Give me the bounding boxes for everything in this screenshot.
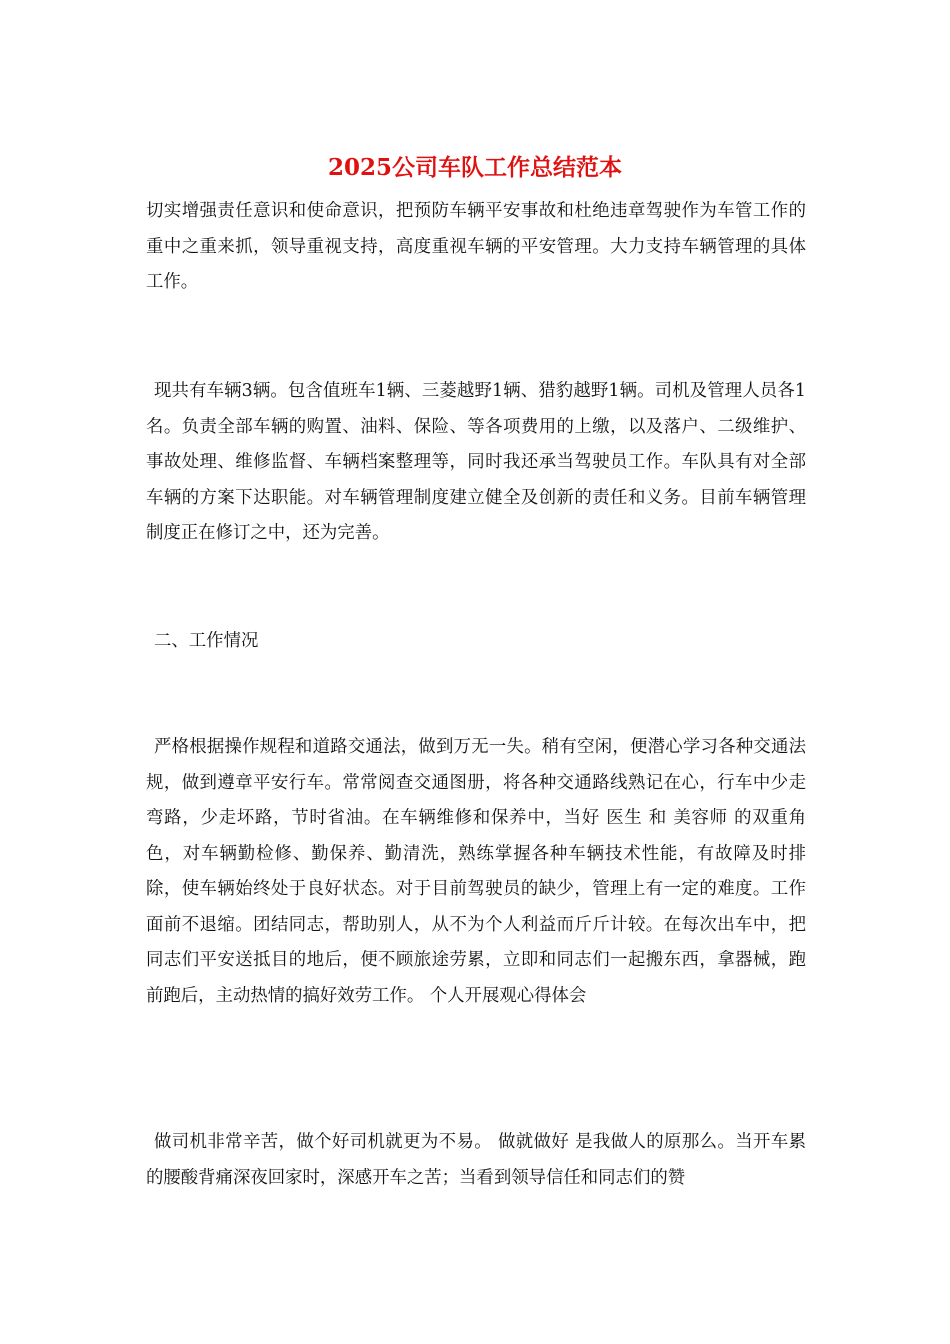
- paragraph-fleet-overview: 现共有车辆3辆。包含值班车1辆、三菱越野1辆、猎豹越野1辆。司机及管理人员各1名。负责全部车辆的购置、油料、保险、等各项费用的上缴，以及落户、二级维护、事故处理、维修监督、车辆档案整理等，同时我还承当驾驶员工作。车队具有对全部车辆的方案下达职能。对车辆管理制度建立健全及创新的责任和义务。目前车辆管理制度正在修订之中，还为完善。: [146, 381, 806, 543]
- paragraph-responsibility: 切实增强责任意识和使命意识，把预防车辆平安事故和杜绝违章驾驶作为车管工作的重中之重来抓，领导重视支持，高度重视车辆的平安管理。大力支持车辆管理的具体工作。: [146, 201, 806, 292]
- document-title: 2025公司车队工作总结范本: [327, 154, 622, 181]
- paragraph-driver-reflection: 做司机非常辛苦，做个好司机就更为不易。 做就做好 是我做人的原那么。当开车累的腰酸背痛深夜回家时，深感开车之苦；当看到领导信任和同志们的赞: [146, 1132, 806, 1188]
- paragraph-work-details: 严格根据操作规程和道路交通法，做到万无一失。稍有空闲，便潜心学习各种交通法规，做到遵章平安行车。常常阅查交通图册，将各种交通路线熟记在心，行车中少走弯路，少走坏路，节时省油。在车辆维修和保养中，当好 医生 和 美容师 的双重角色，对车辆勤检修、勤保养、勤清洗，熟练掌握各种车辆技术性能，有故障及时排除，使车辆始终处于良好状态。对于目前驾驶员的缺少，管理上有一定的难度。工作面前不退缩。团结同志，帮助别人，从不为个人利益而斤斤计较。在每次出车中，把同志们平安送抵目的地后，便不顾旅途劳累，立即和同志们一起搬东西，拿器械，跑前跑后，主动热情的搞好效劳工作。 个人开展观心得体会: [146, 737, 806, 1006]
- section-heading-work-situation: 二、工作情况: [154, 631, 259, 651]
